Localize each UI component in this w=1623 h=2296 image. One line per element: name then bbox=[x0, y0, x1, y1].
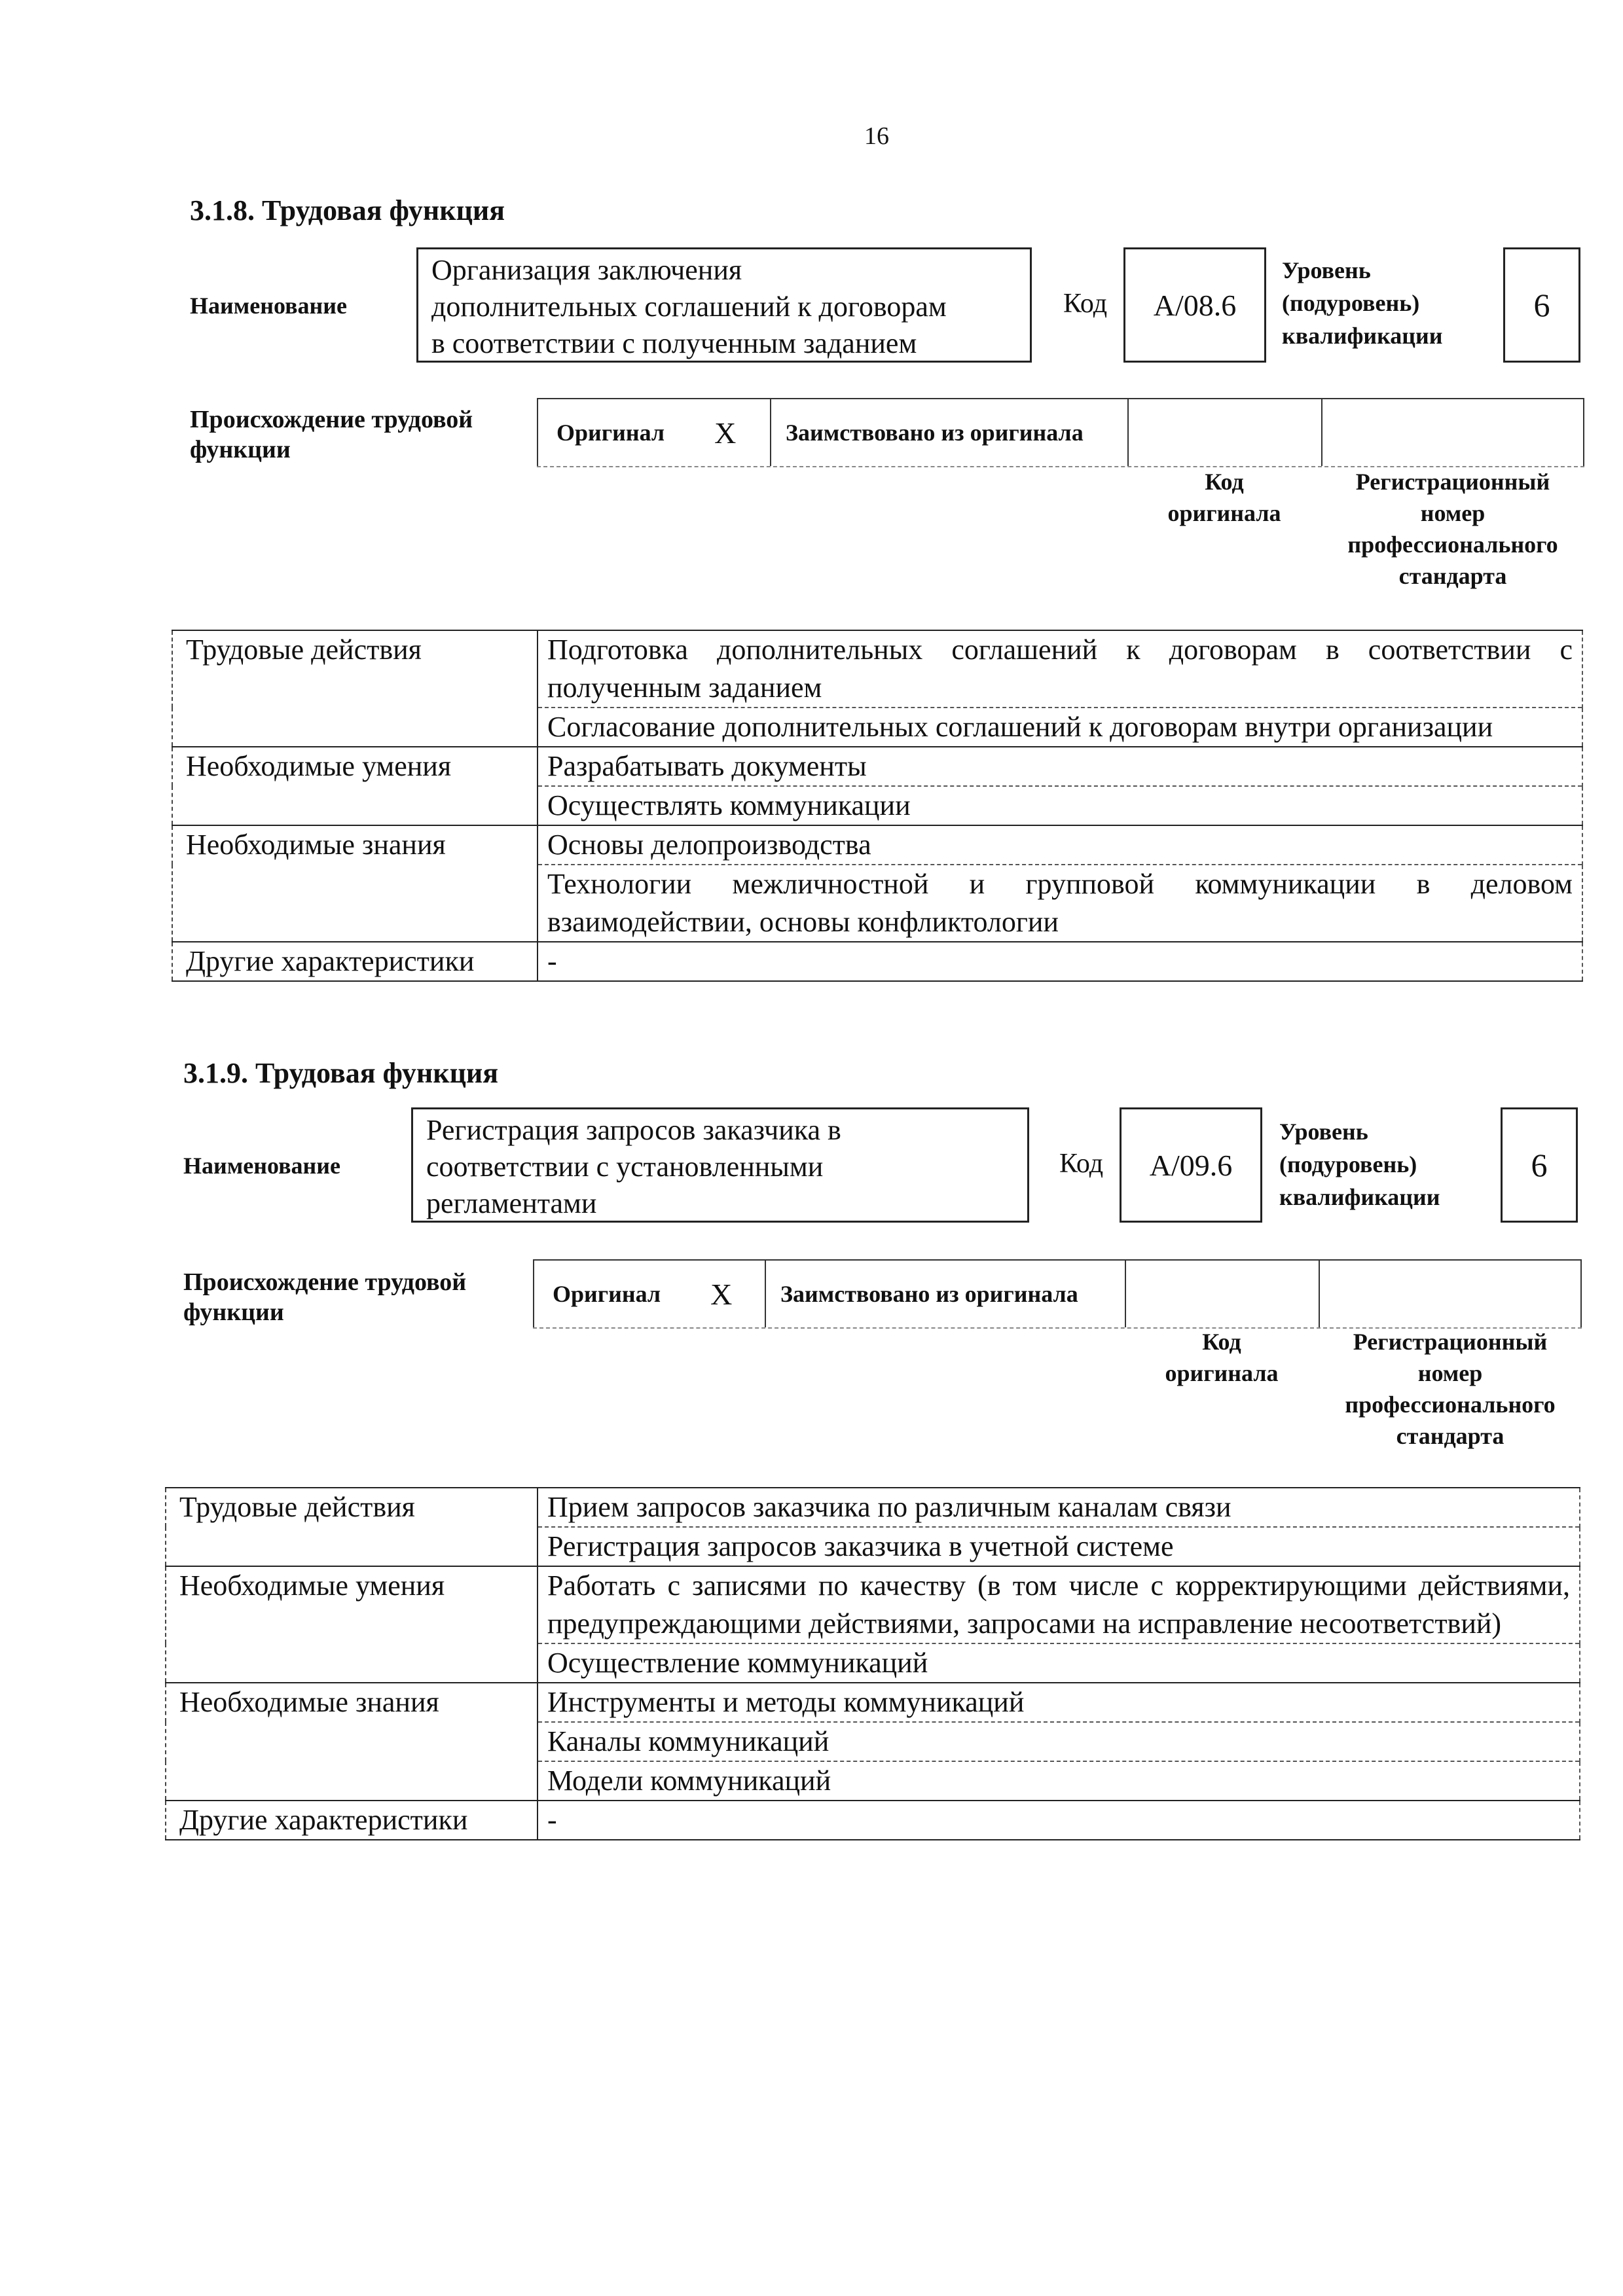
function-code: A/08.6 bbox=[1123, 247, 1266, 363]
code-label: Код bbox=[1063, 289, 1108, 319]
group-item: Разрабатывать документы bbox=[538, 747, 1582, 786]
table-row bbox=[166, 1683, 1580, 1722]
group-item: Основы делопроизводства bbox=[538, 825, 1582, 865]
qualification-level: 6 bbox=[1501, 1107, 1578, 1223]
group-item: Инструменты и методы коммуникаций bbox=[538, 1683, 1580, 1722]
group-item: Подготовка дополнительных соглашений к договорам в соответствии с полученным заданием bbox=[538, 630, 1582, 708]
name-label: Наименование bbox=[190, 293, 347, 319]
reg-number-cell bbox=[1321, 399, 1584, 466]
original-code-cell bbox=[1127, 399, 1321, 466]
group-label: Необходимые знания bbox=[172, 825, 538, 942]
original-mark: X bbox=[714, 416, 737, 450]
table-row bbox=[166, 1566, 1580, 1643]
group-item: Регистрация запросов заказчика в учетной системе bbox=[538, 1527, 1580, 1566]
reg-number-caption: Регистрационный номер профессионального стандарта bbox=[1345, 1329, 1556, 1449]
code-label: Код bbox=[1059, 1149, 1104, 1179]
original-mark: X bbox=[710, 1277, 733, 1311]
original-cell: Оригинал X bbox=[537, 399, 770, 466]
group-item: Осуществление коммуникаций bbox=[538, 1643, 1580, 1683]
function-details-table bbox=[165, 1487, 1580, 1840]
origin-label: Происхождение трудовой функции bbox=[190, 406, 473, 463]
group-item: Работать с записями по качеству (в том числе с корректирующими действиями, предупреждающими действиями, запросами на исправление несоответствий) bbox=[538, 1566, 1580, 1643]
original-code-cell bbox=[1125, 1261, 1319, 1327]
group-label: Необходимые умения bbox=[172, 747, 538, 825]
group-label: Необходимые знания bbox=[166, 1683, 538, 1801]
group-item: Прием запросов заказчика по различным каналам связи bbox=[538, 1488, 1580, 1527]
group-label: Трудовые действия bbox=[166, 1488, 538, 1566]
name-label: Наименование bbox=[183, 1153, 340, 1179]
function-name-line: в соответствии с полученным заданием bbox=[431, 327, 917, 359]
function-code: A/09.6 bbox=[1120, 1107, 1262, 1223]
group-item: Осуществлять коммуникации bbox=[538, 786, 1582, 825]
function-name-line: Регистрация запросов заказчика в bbox=[426, 1114, 841, 1146]
group-label: Другие характеристики bbox=[172, 942, 538, 981]
table-row bbox=[172, 630, 1582, 708]
reg-number-caption: Регистрационный номер профессионального стандарта bbox=[1347, 469, 1558, 589]
origin-row bbox=[537, 398, 1584, 467]
function-name-line: соответствии с установленными bbox=[426, 1151, 824, 1183]
group-label: Другие характеристики bbox=[166, 1801, 538, 1840]
function-name-box bbox=[416, 247, 1032, 363]
page-number: 16 bbox=[864, 122, 889, 150]
group-item: Модели коммуникаций bbox=[538, 1761, 1580, 1801]
origin-row bbox=[533, 1259, 1582, 1329]
function-name-line: дополнительных соглашений к договорам bbox=[431, 291, 947, 323]
group-item: Каналы коммуникаций bbox=[538, 1722, 1580, 1761]
origin-label: Происхождение трудовой функции bbox=[183, 1268, 467, 1326]
group-item: - bbox=[538, 1801, 1580, 1840]
group-item: Согласование дополнительных соглашений к договорам внутри организации bbox=[538, 708, 1582, 747]
table-row bbox=[172, 942, 1582, 981]
group-item: Технологии межличностной и групповой коммуникации в деловом взаимодействии, основы конфликтологии bbox=[538, 865, 1582, 942]
function-name-line: регламентами bbox=[426, 1187, 597, 1219]
function-name-line: Организация заключения bbox=[431, 254, 742, 286]
borrowed-cell: Заимствовано из оригинала bbox=[765, 1261, 1125, 1327]
reg-number-cell bbox=[1319, 1261, 1582, 1327]
function-details-table bbox=[172, 630, 1583, 982]
table-row bbox=[166, 1488, 1580, 1527]
group-item: - bbox=[538, 942, 1582, 981]
qualification-level: 6 bbox=[1503, 247, 1580, 363]
code-original-caption: Код оригинала bbox=[1165, 1329, 1279, 1386]
table-row bbox=[166, 1801, 1580, 1840]
group-label: Трудовые действия bbox=[172, 630, 538, 747]
level-label: Уровень (подуровень) квалификации bbox=[1279, 1119, 1440, 1210]
level-label: Уровень (подуровень) квалификации bbox=[1282, 257, 1443, 349]
table-row bbox=[172, 747, 1582, 786]
original-cell: Оригинал X bbox=[533, 1261, 765, 1327]
borrowed-cell: Заимствовано из оригинала bbox=[770, 399, 1127, 466]
section-title: 3.1.9. Трудовая функция bbox=[183, 1057, 499, 1089]
function-name-box bbox=[411, 1107, 1029, 1223]
section-title: 3.1.8. Трудовая функция bbox=[190, 194, 505, 226]
code-original-caption: Код оригинала bbox=[1167, 469, 1281, 526]
table-row bbox=[172, 825, 1582, 865]
group-label: Необходимые умения bbox=[166, 1566, 538, 1683]
